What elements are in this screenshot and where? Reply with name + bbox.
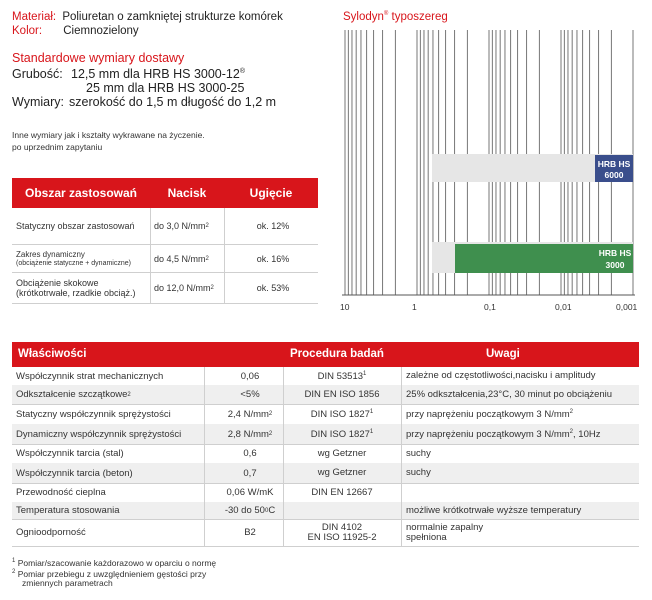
property-value-sup: 2 [268,431,273,437]
usage-load-sup: 2 [205,255,209,262]
bar-label-6000-line1: HRB HS [597,159,631,169]
property-value-text: 0,06 W/mK [226,487,274,498]
usage-deflection: ok. 53% [256,283,290,293]
property-name [12,424,216,444]
property-remark-text: suchy [406,467,431,478]
property-name-text: Współczynnik tarcia (beton) [16,467,133,479]
property-name [12,367,216,385]
property-remark-tail: , 10Hz [573,429,601,441]
property-method-line2: EN ISO 11925-2 [307,531,377,543]
property-name [12,404,216,424]
property-name-sup: 2 [127,391,131,398]
property-value [217,404,283,424]
property-remark [401,463,644,483]
usage-load-text: do 3,0 N/mm [154,221,206,231]
property-method-text: wg Getzner [317,467,367,478]
property-value [217,463,283,483]
property-name [12,483,216,502]
property-row [12,483,639,503]
property-remark [401,404,644,424]
property-value [217,385,283,404]
tick-10: 10 [340,302,350,312]
thickness-line1-text: 12,5 mm dla HRB HS 3000-12 [71,67,240,81]
property-remark [401,444,644,463]
property-remark-sup: 2 [569,409,574,416]
usage-row [12,245,318,273]
property-remark [401,519,644,546]
property-remark-text: przy naprężeniu początkowym 3 N/mm [406,429,570,441]
dimensions-note-2: po uprzednim zapytaniu [12,142,103,152]
usage-area-line2: (obciążenie statyczne + dynamiczne) [16,259,131,267]
bar-label-6000-line2: 6000 [604,170,624,180]
property-name-text: Współczynnik strat mechanicznych [16,370,164,382]
property-value-text: 2,8 N/mm [227,428,269,440]
property-value [217,424,283,444]
footnote-2-text: Pomiar przebiegu z uwzględnieniem gęstości przy [17,568,207,579]
footnote-1-mark: 1 [12,558,16,564]
chart-title-rest: typoszereg [388,11,448,23]
property-name-text: Odkształcenie szczątkowe [16,389,128,400]
property-value-text: 0,7 [243,467,257,479]
property-method-text: DIN EN 12667 [311,486,373,498]
property-method-text: DIN ISO 1827 [310,409,370,421]
property-method-text: DIN EN ISO 1856 [304,388,380,400]
usage-header-deflection: Ugięcie [249,186,293,200]
property-remark-text: normalnie zapalny [406,521,484,533]
property-method [283,404,401,424]
property-value [217,367,283,385]
property-name [12,502,216,519]
usage-header-area: Obszar zastosowań [24,186,138,200]
chart-title-mark: ® [383,11,389,18]
usage-load-sup: 2 [205,223,209,229]
tick-0-01: 0,01 [555,302,572,312]
property-value-sup: 0 [264,507,269,514]
property-method [283,444,401,463]
registered-mark: ® [239,67,246,75]
property-method-text: DIN 4102 [321,521,363,533]
footnote-1-text: Pomiar/szacowanie każdorazowo w oparciu o normę [17,557,217,568]
dimensions-heading: Standardowe wymiary dostawy [12,51,185,65]
property-row [12,519,639,547]
property-name-text: Współczynnik tarcia (stal) [16,448,124,459]
property-col-divider [401,367,402,546]
properties-table-header [12,342,639,367]
property-value-tail: C [268,505,276,516]
usage-col-divider [224,208,225,303]
property-name-text: Dynamiczny współczynnik sprężystości [16,428,182,440]
usage-area: Statyczny obszar zastosowań [16,221,135,231]
property-method-text: DIN 53513 [317,371,364,383]
property-name [12,519,216,546]
usage-area-line1: Obciążenie skokowe [16,278,99,288]
property-row [12,367,639,386]
bar-label-3000-line1: HRB HS [598,248,632,258]
property-remark-line2: spełniona [406,531,447,543]
property-remark-text: suchy [406,447,431,459]
usage-area-line1: Zakres dynamiczny [16,249,85,259]
size-label: Wymiary: [12,95,64,109]
property-row [12,385,639,405]
property-value-sup: 2 [268,411,273,417]
property-name-text: Temperatura stosowania [16,505,120,516]
dimensions-note-1: Inne wymiary jak i kształty wykrawane na życzenie. [12,130,205,140]
property-value-text: 0,06 [240,370,260,382]
property-value-text: 2,4 N/mm [227,408,269,420]
thickness-label: Grubość: [12,67,63,81]
property-remark-sup: 2 [569,429,574,436]
property-value-text: B2 [244,527,256,538]
property-row [12,404,639,425]
color-label: Kolor: [12,25,43,37]
property-col-divider [204,367,205,546]
footnote-2-mark: 2 [12,569,16,575]
property-col-divider [283,367,284,546]
property-remark [401,385,644,404]
property-value [217,502,283,519]
property-method-text: wg Getzner [317,447,367,459]
property-remark-text: przy naprężeniu początkowym 3 N/mm [406,409,570,421]
thickness-line1 [71,67,245,81]
chart-title-text: Sylodyn [343,11,384,23]
property-remark-text: 25% odkształcenia,23°C, 30 minut po obciążeniu [406,388,613,400]
tick-1: 1 [412,302,417,312]
property-value [217,519,283,546]
property-name [12,444,216,463]
bar-label-3000-line2: 3000 [605,260,625,270]
property-remark [401,424,644,444]
material-label: Materiał: [12,11,57,23]
usage-load [150,245,224,272]
property-remark-text: możliwe krótkotrwałe wyższe temperatury [406,504,582,516]
material-line [12,11,283,23]
usage-load [150,273,224,303]
usage-row [12,273,318,304]
usage-load-text: do 4,5 N/mm [154,253,206,264]
property-remark-text: zależne od częstotliwości,nacisku i amplitudy [406,370,596,381]
chart-title [343,11,448,23]
color-value: Ciemnozielony [63,25,139,37]
load-range-chart [340,30,640,302]
size-value: szerokość do 1,5 m długość do 1,2 m [69,95,277,109]
property-name-text: Przewodność cieplna [16,487,106,498]
prop-header-method: Procedura badań [290,348,384,360]
property-method [283,483,401,502]
footnote-2-cont: zmiennych parametrach [22,578,113,588]
material-value: Poliuretan o zamkniętej strukturze komórek [62,11,283,23]
property-method-sup: 1 [369,429,374,436]
property-method-text: DIN ISO 1827 [310,429,370,441]
property-method [283,502,401,519]
usage-table-header [12,178,318,208]
prop-header-remarks: Uwagi [486,348,520,360]
usage-load [150,208,224,244]
property-name [12,463,216,483]
usage-area-line2: (krótkotrwałe, rzadkie obciąż.) [16,288,136,298]
property-method-sup: 1 [369,409,374,416]
usage-area [16,245,150,272]
usage-load-sup: 2 [210,285,214,291]
usage-header-load: Nacisk [167,186,207,200]
property-row [12,424,639,445]
property-name [12,385,216,404]
prop-header-properties: Właściwości [18,348,87,360]
property-name-text: Ognioodporność [16,527,86,538]
property-value-text: <5% [240,389,260,400]
property-row [12,502,639,520]
tick-0-1: 0,1 [484,302,496,312]
property-method [283,424,401,444]
usage-row [12,208,318,245]
tick-0-001: 0,001 [616,302,638,312]
property-method [283,519,401,546]
usage-col-divider [150,208,151,303]
color-line [12,25,139,37]
property-row [12,444,639,464]
property-name-text: Statyczny współczynnik sprężystości [16,408,171,420]
usage-deflection: ok. 16% [256,253,290,264]
property-value-text: 0,6 [243,448,257,459]
usage-load-text: do 12,0 N/mm [154,283,211,293]
property-method [283,385,401,404]
property-method-sup: 1 [363,371,367,378]
property-method [283,463,401,483]
property-remark [401,367,644,385]
property-row [12,463,639,484]
thickness-line2: 25 mm dla HRB HS 3000-25 [86,81,245,95]
property-remark [401,483,644,502]
property-remark [401,502,644,519]
property-value [217,483,283,502]
property-value-text: -30 do 50 [224,505,265,516]
usage-area [16,273,150,303]
property-value [217,444,283,463]
usage-deflection: ok. 12% [256,221,290,231]
property-method [283,367,401,385]
